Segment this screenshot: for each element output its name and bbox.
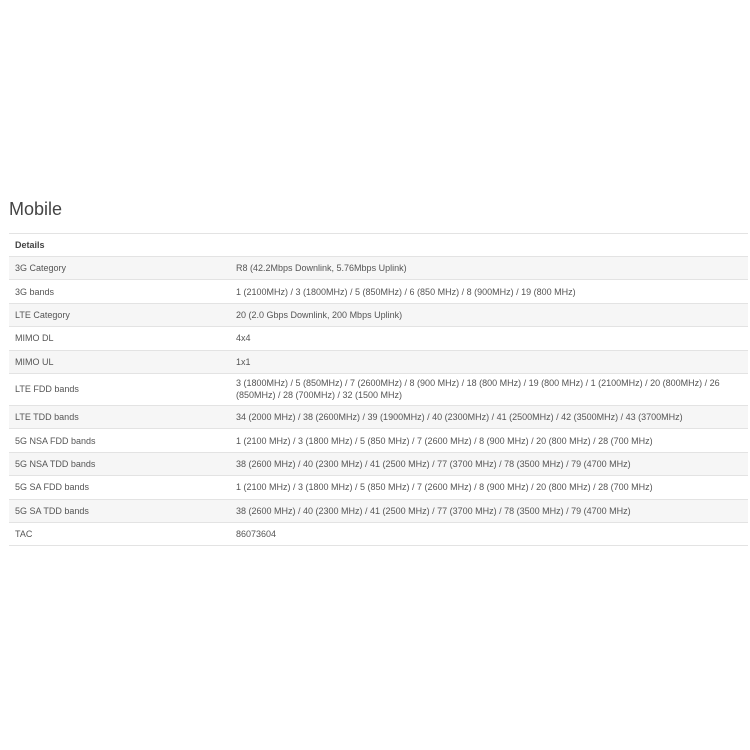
- row-value: R8 (42.2Mbps Downlink, 5.76Mbps Uplink): [230, 257, 748, 280]
- row-label: 5G NSA TDD bands: [9, 452, 230, 475]
- table-row: [9, 303, 748, 326]
- row-label: LTE TDD bands: [9, 405, 230, 428]
- row-label: LTE Category: [9, 303, 230, 326]
- row-value: 38 (2600 MHz) / 40 (2300 MHz) / 41 (2500 MHz) / 77 (3700 MHz) / 78 (3500 MHz) / 79 (4700 MHz): [230, 499, 748, 522]
- row-value: 1 (2100 MHz) / 3 (1800 MHz) / 5 (850 MHz) / 7 (2600 MHz) / 8 (900 MHz) / 20 (800 MHz) / 28 (700 MHz): [230, 429, 748, 452]
- row-label: TAC: [9, 522, 230, 545]
- row-value: 86073604: [230, 522, 748, 545]
- table-header-row: [9, 234, 748, 257]
- table-row: [9, 429, 748, 452]
- row-label: 3G bands: [9, 280, 230, 303]
- row-value: 3 (1800MHz) / 5 (850MHz) / 7 (2600MHz) / 8 (900 MHz) / 18 (800 MHz) / 19 (800 MHz) / 1 (2100MHz) / 20 (800MHz) / 26 (850MHz) / 28 (700MHz) / 32 (1500 MHz): [230, 373, 748, 405]
- row-value: 4x4: [230, 327, 748, 350]
- table-row: [9, 327, 748, 350]
- row-label: 5G SA TDD bands: [9, 499, 230, 522]
- section-title: Mobile: [9, 195, 748, 234]
- table-row: [9, 499, 748, 522]
- row-value: 20 (2.0 Gbps Downlink, 200 Mbps Uplink): [230, 303, 748, 326]
- table-row: [9, 476, 748, 499]
- spec-table: [9, 234, 748, 546]
- table-row: [9, 257, 748, 280]
- table-row: [9, 452, 748, 475]
- row-label: LTE FDD bands: [9, 373, 230, 405]
- row-label: 5G SA FDD bands: [9, 476, 230, 499]
- row-label: 3G Category: [9, 257, 230, 280]
- row-label: MIMO DL: [9, 327, 230, 350]
- table-row: [9, 350, 748, 373]
- row-value: 34 (2000 MHz) / 38 (2600MHz) / 39 (1900MHz) / 40 (2300MHz) / 41 (2500MHz) / 42 (3500MHz) / 43 (3700MHz): [230, 405, 748, 428]
- table-row: [9, 522, 748, 545]
- row-label: 5G NSA FDD bands: [9, 429, 230, 452]
- table-row: [9, 405, 748, 428]
- table-header-details: Details: [9, 234, 748, 257]
- row-value: 38 (2600 MHz) / 40 (2300 MHz) / 41 (2500 MHz) / 77 (3700 MHz) / 78 (3500 MHz) / 79 (4700 MHz): [230, 452, 748, 475]
- row-value: 1 (2100 MHz) / 3 (1800 MHz) / 5 (850 MHz) / 7 (2600 MHz) / 8 (900 MHz) / 20 (800 MHz) / 28 (700 MHz): [230, 476, 748, 499]
- table-row: [9, 373, 748, 405]
- row-value: 1x1: [230, 350, 748, 373]
- row-label: MIMO UL: [9, 350, 230, 373]
- row-value: 1 (2100MHz) / 3 (1800MHz) / 5 (850MHz) / 6 (850 MHz) / 8 (900MHz) / 19 (800 MHz): [230, 280, 748, 303]
- table-row: [9, 280, 748, 303]
- mobile-spec-section: [9, 195, 748, 546]
